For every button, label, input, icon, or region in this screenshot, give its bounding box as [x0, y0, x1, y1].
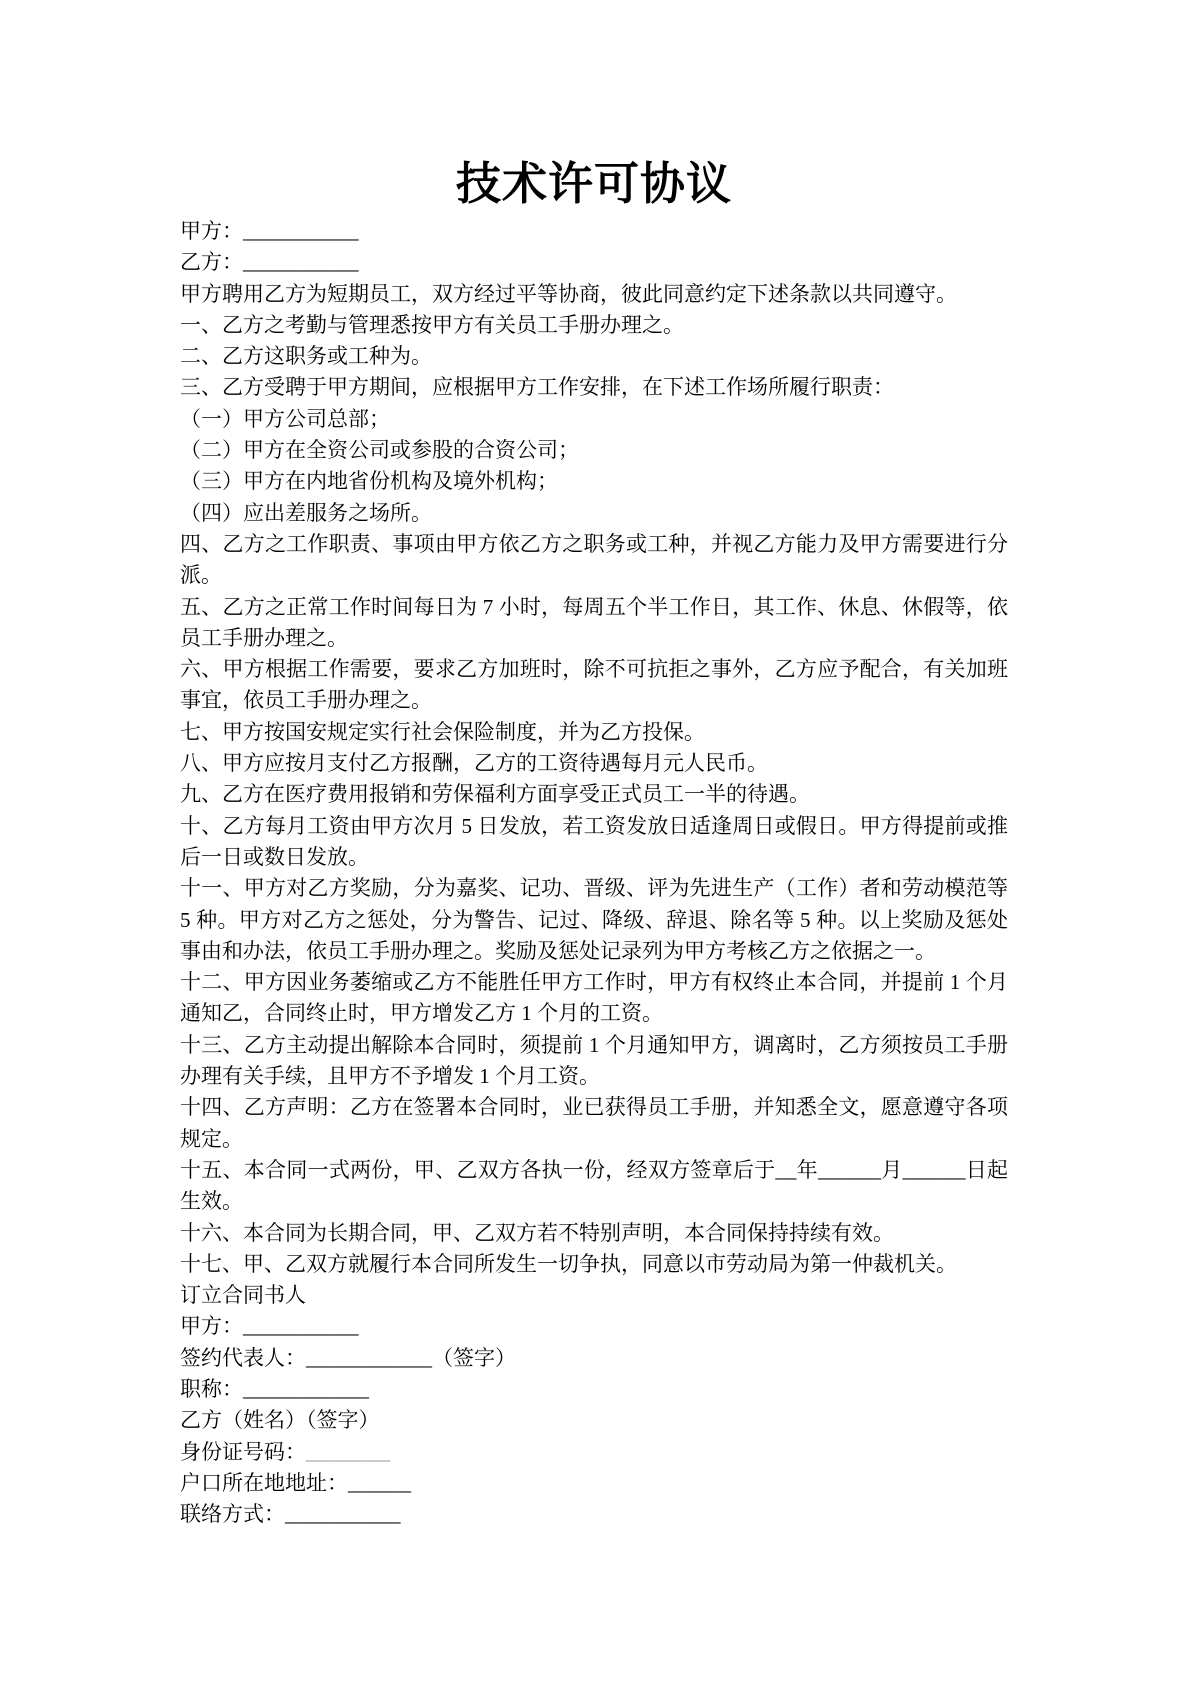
sign-id-number-blank: 身份证号码：________	[180, 1439, 390, 1464]
clause-3: 三、乙方受聘于甲方期间，应根据甲方工作安排，在下述工作场所履行职责：	[180, 375, 894, 400]
clause-4: 四、乙方之工作职责、事项由甲方依乙方之职务或工种，并视乙方能力及甲方需要进行分派。	[180, 531, 1008, 588]
clause-10: 十、乙方每月工资由甲方次月 5 日发放，若工资发放日适逢周日或假日。甲方得提前或推后一日或数日发放。	[180, 813, 1008, 869]
clause-5: 五、乙方之正常工作时间每日为 7 小时，每周五个半工作日，其工作、休息、休假等，依员工手册办理之。	[180, 594, 1008, 650]
party-b-blank: 乙方：___________	[180, 250, 359, 275]
sign-representative-blank: 签约代表人：____________（签字）	[180, 1345, 516, 1370]
sign-registered-address-blank: 户口所在地地址：______	[180, 1470, 411, 1495]
clause-3-item-1: （一）甲方公司总部；	[180, 406, 390, 431]
clause-9: 九、乙方在医疗费用报销和劳保福利方面享受正式员工一半的待遇。	[180, 782, 810, 807]
clause-17: 十七、甲、乙双方就履行本合同所发生一切争执，同意以市劳动局为第一仲裁机关。	[180, 1251, 957, 1276]
preamble: 甲方聘用乙方为短期员工，双方经过平等协商，彼此同意约定下述条款以共同遵守。	[180, 281, 957, 306]
clause-8: 八、甲方应按月支付乙方报酬，乙方的工资待遇每月元人民币。	[180, 751, 768, 776]
clause-14: 十四、乙方声明：乙方在签署本合同时，业已获得员工手册，并知悉全文，愿意遵守各项规定。	[180, 1095, 1008, 1151]
clause-1: 一、乙方之考勤与管理悉按甲方有关员工手册办理之。	[180, 312, 684, 337]
clause-15: 十五、本合同一式两份，甲、乙双方各执一份，经双方签章后于__年______月______日起生效。	[180, 1157, 1008, 1214]
sign-party-b-label: 乙方（姓名）（签字）	[180, 1408, 380, 1433]
clause-3-item-4: （四）应出差服务之场所。	[180, 500, 432, 525]
party-a-blank: 甲方：___________	[180, 219, 359, 243]
document-body	[180, 216, 1008, 1530]
sign-contact-blank: 联络方式：___________	[180, 1502, 401, 1527]
sign-party-a-blank: 甲方：___________	[180, 1314, 359, 1339]
signatories-heading: 订立合同书人	[180, 1283, 306, 1308]
document-title: 技术许可协议	[455, 159, 732, 209]
clause-7: 七、甲方按国安规定实行社会保险制度，并为乙方投保。	[180, 719, 705, 744]
clause-3-item-2: （二）甲方在全资公司或参股的合资公司；	[180, 438, 579, 463]
clause-12: 十二、甲方因业务萎缩或乙方不能胜任甲方工作时，甲方有权终止本合同，并提前 1 个月通知乙，合同终止时，甲方增发乙方 1 个月的工资。	[180, 970, 1008, 1026]
clause-16: 十六、本合同为长期合同，甲、乙双方若不特别声明，本合同保持持续有效。	[180, 1220, 894, 1245]
clause-3-item-3: （三）甲方在内地省份机构及境外机构；	[180, 469, 558, 494]
clause-2: 二、乙方这职务或工种为。	[180, 344, 432, 369]
clause-13: 十三、乙方主动提出解除本合同时，须提前 1 个月通知甲方，调离时，乙方须按员工手册办理有关手续，且甲方不予增发 1 个月工资。	[180, 1032, 1008, 1089]
clause-11: 十一、甲方对乙方奖励，分为嘉奖、记功、晋级、评为先进生产（工作）者和劳动模范等 5 种。甲方对乙方之惩处，分为警告、记过、降级、辞退、除名等 5 种。以上奖励及惩处事由和办法，依员工手册办理之。奖励及惩处记录列为甲方考核乙方之依据之一。	[180, 876, 1008, 963]
clause-6: 六、甲方根据工作需要，要求乙方加班时，除不可抗拒之事外，乙方应予配合，有关加班事宜，依员工手册办理之。	[180, 657, 1008, 713]
sign-job-title-blank: 职称：____________	[180, 1376, 369, 1401]
